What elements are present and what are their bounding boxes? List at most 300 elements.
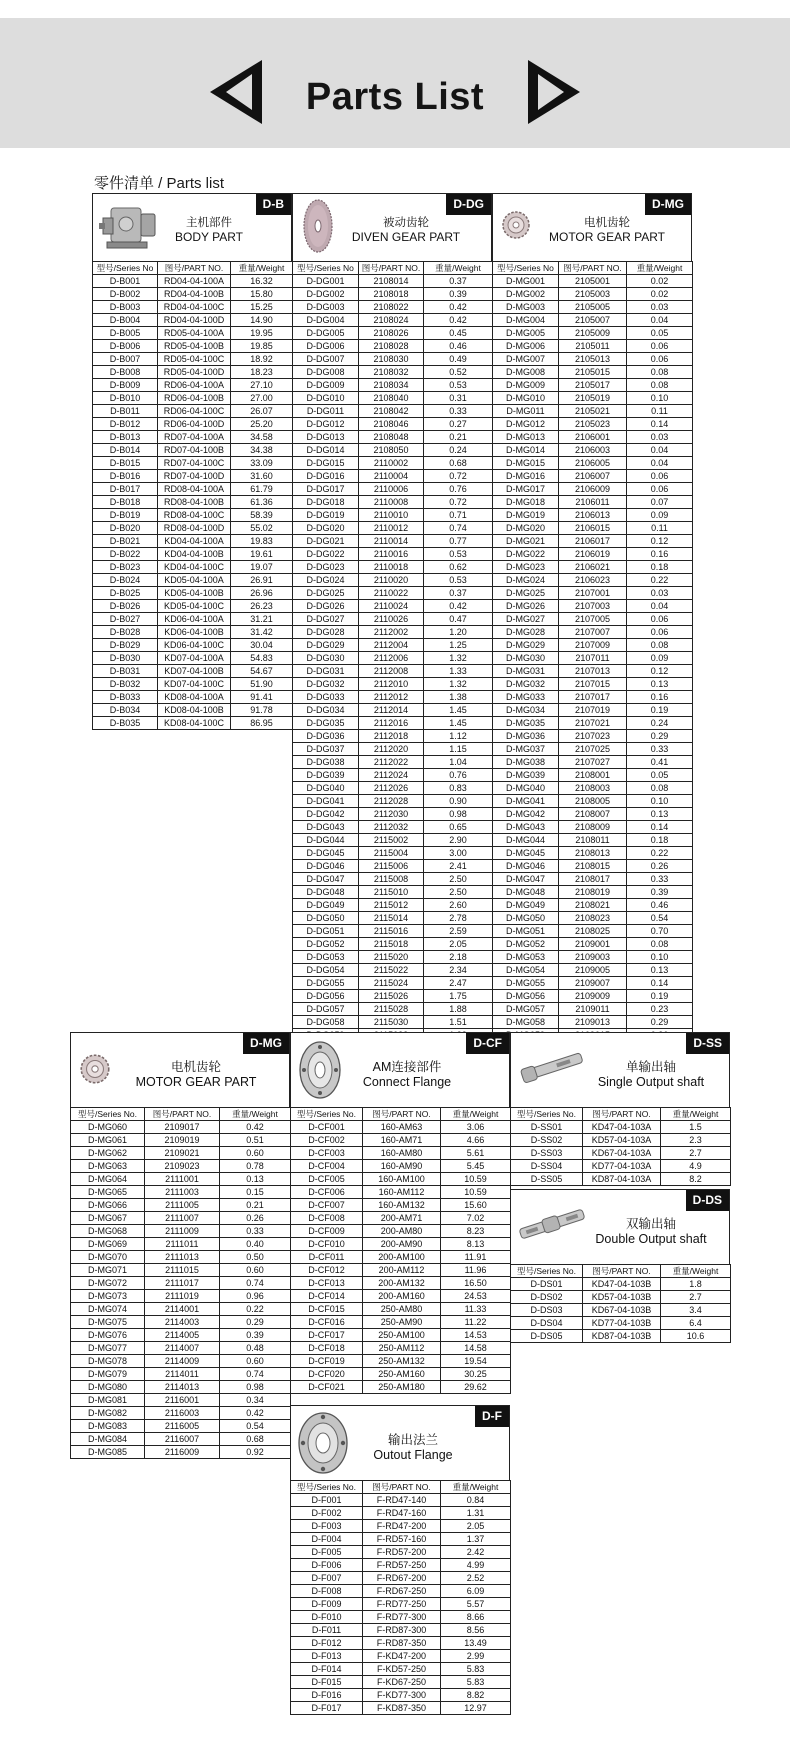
part-no-cell: 160-AM63: [363, 1121, 441, 1134]
weight-cell: 0.72: [424, 470, 493, 483]
part-no-cell: 2108011: [559, 834, 627, 847]
part-no-cell: F-RD57-160: [363, 1533, 441, 1546]
weight-cell: 1.12: [424, 730, 493, 743]
table-row: [493, 301, 693, 314]
weight-cell: 1.33: [424, 665, 493, 678]
table-row: [493, 509, 693, 522]
part-no-cell: 2112018: [359, 730, 424, 743]
col-part-no: 图号/PART NO.: [363, 1481, 441, 1494]
series-no-cell: D-CF001: [291, 1121, 363, 1134]
part-no-cell: 2106017: [559, 535, 627, 548]
table-row: [493, 379, 693, 392]
parts-table: [92, 261, 293, 730]
table-row: [71, 1407, 291, 1420]
weight-cell: 1.45: [424, 704, 493, 717]
table-row: [293, 483, 493, 496]
table-row: [93, 704, 293, 717]
part-no-cell: 2109019: [145, 1134, 220, 1147]
series-no-cell: D-F011: [291, 1624, 363, 1637]
part-no-cell: 2116001: [145, 1394, 220, 1407]
table-row: [511, 1134, 731, 1147]
weight-cell: 0.09: [627, 509, 693, 522]
weight-cell: 30.04: [231, 639, 293, 652]
triangle-left-icon[interactable]: [208, 58, 264, 126]
series-no-cell: D-B019: [93, 509, 158, 522]
col-part-no: 图号/PART NO.: [583, 1265, 661, 1278]
part-no-cell: KD47-04-103A: [583, 1121, 661, 1134]
weight-cell: 0.18: [627, 561, 693, 574]
part-no-cell: 2109017: [145, 1121, 220, 1134]
part-no-cell: 2108046: [359, 418, 424, 431]
series-no-cell: D-DG033: [293, 691, 359, 704]
series-no-cell: D-MG002: [493, 288, 559, 301]
part-no-cell: 2107027: [559, 756, 627, 769]
part-no-cell: 2107003: [559, 600, 627, 613]
table-row: [493, 1016, 693, 1029]
part-no-cell: F-RD87-350: [363, 1637, 441, 1650]
col-series: 型号/Series No.: [291, 1481, 363, 1494]
series-no-cell: D-DG005: [293, 327, 359, 340]
weight-cell: 16.50: [441, 1277, 511, 1290]
section-name-cn: 电机齿轮: [584, 217, 630, 229]
weight-cell: 0.60: [220, 1147, 291, 1160]
table-row: [293, 574, 493, 587]
table-row: [293, 535, 493, 548]
weight-cell: 0.21: [424, 431, 493, 444]
part-no-cell: 2114005: [145, 1329, 220, 1342]
weight-cell: 19.54: [441, 1355, 511, 1368]
series-no-cell: D-MG010: [493, 392, 559, 405]
table-row: [293, 834, 493, 847]
weight-cell: 0.24: [627, 717, 693, 730]
page-banner: [0, 18, 790, 148]
part-no-cell: 200-AM100: [363, 1251, 441, 1264]
part-no-cell: 2111015: [145, 1264, 220, 1277]
table-row: [291, 1702, 511, 1715]
section-header: [492, 193, 692, 261]
weight-cell: 1.32: [424, 678, 493, 691]
part-no-cell: 2109011: [559, 1003, 627, 1016]
series-no-cell: D-MG074: [71, 1303, 145, 1316]
series-no-cell: D-MG069: [71, 1238, 145, 1251]
table-row: [291, 1329, 511, 1342]
weight-cell: 0.50: [220, 1251, 291, 1264]
weight-cell: 19.07: [231, 561, 293, 574]
weight-cell: 0.19: [627, 990, 693, 1003]
weight-cell: 2.41: [424, 860, 493, 873]
part-no-cell: 2111001: [145, 1173, 220, 1186]
part-no-cell: KD07-04-100B: [158, 665, 231, 678]
weight-cell: 27.10: [231, 379, 293, 392]
series-no-cell: D-CF012: [291, 1264, 363, 1277]
series-no-cell: D-DG002: [293, 288, 359, 301]
series-no-cell: D-MG004: [493, 314, 559, 327]
part-no-cell: 2112010: [359, 678, 424, 691]
weight-cell: 0.39: [424, 288, 493, 301]
table-row: [293, 769, 493, 782]
table-row: [71, 1251, 291, 1264]
table-row: [291, 1624, 511, 1637]
part-no-cell: RD04-04-100C: [158, 301, 231, 314]
table-row: [293, 743, 493, 756]
col-part-no: 图号/PART NO.: [158, 262, 231, 275]
weight-cell: 0.53: [424, 574, 493, 587]
weight-cell: 19.83: [231, 535, 293, 548]
table-row: [93, 379, 293, 392]
driven-gear-icon: [299, 198, 337, 254]
table-row: [291, 1303, 511, 1316]
series-no-cell: D-DS01: [511, 1278, 583, 1291]
series-no-cell: D-MG066: [71, 1199, 145, 1212]
series-no-cell: D-MG046: [493, 860, 559, 873]
part-no-cell: KD04-04-100C: [158, 561, 231, 574]
series-no-cell: D-MG060: [71, 1121, 145, 1134]
part-no-cell: RD05-04-100B: [158, 340, 231, 353]
parts-table: [290, 1480, 511, 1715]
series-no-cell: D-B009: [93, 379, 158, 392]
series-no-cell: D-B012: [93, 418, 158, 431]
table-row: [293, 613, 493, 626]
table-row: [291, 1290, 511, 1303]
series-no-cell: D-B004: [93, 314, 158, 327]
series-no-cell: D-B034: [93, 704, 158, 717]
series-no-cell: D-MG058: [493, 1016, 559, 1029]
table-row: [493, 873, 693, 886]
series-no-cell: D-MG042: [493, 808, 559, 821]
weight-cell: 0.21: [220, 1199, 291, 1212]
part-no-cell: 2115028: [359, 1003, 424, 1016]
table-row: [493, 496, 693, 509]
series-no-cell: D-DG024: [293, 574, 359, 587]
table-row: [293, 847, 493, 860]
series-no-cell: D-MG024: [493, 574, 559, 587]
weight-cell: 26.96: [231, 587, 293, 600]
series-no-cell: D-MG015: [493, 457, 559, 470]
series-no-cell: D-MG005: [493, 327, 559, 340]
part-no-cell: KD06-04-100C: [158, 639, 231, 652]
parts-table: [492, 261, 693, 1042]
part-no-cell: 2112006: [359, 652, 424, 665]
series-no-cell: D-B022: [93, 548, 158, 561]
part-no-cell: 2106005: [559, 457, 627, 470]
table-row: [293, 652, 493, 665]
col-part-no: 图号/PART NO.: [363, 1108, 441, 1121]
part-no-cell: F-RD47-160: [363, 1507, 441, 1520]
series-no-cell: D-F004: [291, 1533, 363, 1546]
series-no-cell: D-B033: [93, 691, 158, 704]
series-no-cell: D-SS04: [511, 1160, 583, 1173]
part-no-cell: 2105023: [559, 418, 627, 431]
table-row: [293, 522, 493, 535]
part-no-cell: KD47-04-103B: [583, 1278, 661, 1291]
part-no-cell: 2106013: [559, 509, 627, 522]
part-no-cell: 2112004: [359, 639, 424, 652]
table-row: [293, 548, 493, 561]
series-no-cell: D-DG052: [293, 938, 359, 951]
series-no-cell: D-DG019: [293, 509, 359, 522]
weight-cell: 2.05: [441, 1520, 511, 1533]
table-row: [293, 600, 493, 613]
series-no-cell: D-DG041: [293, 795, 359, 808]
series-no-cell: D-DG011: [293, 405, 359, 418]
weight-cell: 25.20: [231, 418, 293, 431]
table-row: [93, 314, 293, 327]
part-no-cell: 2112028: [359, 795, 424, 808]
table-row: [291, 1238, 511, 1251]
table-row: [293, 379, 493, 392]
series-no-cell: D-MG062: [71, 1147, 145, 1160]
section-code-badge: D-CF: [466, 1033, 509, 1054]
weight-cell: 0.90: [424, 795, 493, 808]
part-no-cell: 2106023: [559, 574, 627, 587]
weight-cell: 0.74: [424, 522, 493, 535]
part-no-cell: 2108021: [559, 899, 627, 912]
series-no-cell: D-MG078: [71, 1355, 145, 1368]
part-no-cell: KD08-04-100C: [158, 717, 231, 730]
part-no-cell: 2108013: [559, 847, 627, 860]
triangle-right-icon[interactable]: [526, 58, 582, 126]
weight-cell: 5.83: [441, 1676, 511, 1689]
weight-cell: 0.26: [220, 1212, 291, 1225]
part-no-cell: 2108017: [559, 873, 627, 886]
part-no-cell: 2110022: [359, 587, 424, 600]
series-no-cell: D-DG027: [293, 613, 359, 626]
weight-cell: 0.04: [627, 600, 693, 613]
part-no-cell: F-RD57-250: [363, 1559, 441, 1572]
weight-cell: 19.61: [231, 548, 293, 561]
weight-cell: 31.60: [231, 470, 293, 483]
series-no-cell: D-MG022: [493, 548, 559, 561]
table-row: [93, 639, 293, 652]
part-no-cell: 2105007: [559, 314, 627, 327]
weight-cell: 0.48: [220, 1342, 291, 1355]
series-no-cell: D-MG030: [493, 652, 559, 665]
part-no-cell: 200-AM80: [363, 1225, 441, 1238]
series-no-cell: D-DG046: [293, 860, 359, 873]
part-no-cell: 2108019: [559, 886, 627, 899]
weight-cell: 11.91: [441, 1251, 511, 1264]
part-no-cell: 2106003: [559, 444, 627, 457]
series-no-cell: D-B014: [93, 444, 158, 457]
part-no-cell: 2107021: [559, 717, 627, 730]
table-row: [493, 665, 693, 678]
series-no-cell: D-DG009: [293, 379, 359, 392]
series-no-cell: D-MG063: [71, 1160, 145, 1173]
part-no-cell: 2114009: [145, 1355, 220, 1368]
part-no-cell: F-RD77-300: [363, 1611, 441, 1624]
series-no-cell: D-DG034: [293, 704, 359, 717]
series-no-cell: D-B025: [93, 587, 158, 600]
table-row: [493, 613, 693, 626]
series-no-cell: D-B003: [93, 301, 158, 314]
part-no-cell: 2112022: [359, 756, 424, 769]
table-row: [511, 1304, 731, 1317]
section-code-badge: D-MG: [645, 194, 691, 215]
table-row: [93, 587, 293, 600]
weight-cell: 0.31: [424, 392, 493, 405]
table-row: [493, 652, 693, 665]
table-row: [291, 1559, 511, 1572]
weight-cell: 0.08: [627, 366, 693, 379]
table-row: [93, 548, 293, 561]
series-no-cell: D-DG020: [293, 522, 359, 535]
part-no-cell: F-RD67-250: [363, 1585, 441, 1598]
part-no-cell: 2115012: [359, 899, 424, 912]
section-name-cn: 单输出轴: [625, 1060, 676, 1074]
part-no-cell: F-RD67-200: [363, 1572, 441, 1585]
table-row: [293, 353, 493, 366]
weight-cell: 33.09: [231, 457, 293, 470]
weight-cell: 2.7: [661, 1147, 731, 1160]
part-no-cell: 160-AM132: [363, 1199, 441, 1212]
part-no-cell: 2108014: [359, 275, 424, 288]
series-no-cell: D-DG004: [293, 314, 359, 327]
part-no-cell: 2116003: [145, 1407, 220, 1420]
table-row: [493, 990, 693, 1003]
table-row: [511, 1291, 731, 1304]
col-weight: 重量/Weight: [424, 262, 493, 275]
table-row: [291, 1277, 511, 1290]
weight-cell: 54.83: [231, 652, 293, 665]
series-no-cell: D-DG006: [293, 340, 359, 353]
weight-cell: 2.42: [441, 1546, 511, 1559]
series-no-cell: D-CF011: [291, 1251, 363, 1264]
series-no-cell: D-MG065: [71, 1186, 145, 1199]
part-no-cell: KD07-04-100A: [158, 652, 231, 665]
series-no-cell: D-MG068: [71, 1225, 145, 1238]
table-row: [93, 457, 293, 470]
table-row: [293, 587, 493, 600]
part-no-cell: RD07-04-100A: [158, 431, 231, 444]
weight-cell: 13.49: [441, 1637, 511, 1650]
table-row: [293, 795, 493, 808]
series-no-cell: D-MG053: [493, 951, 559, 964]
part-no-cell: 2110020: [359, 574, 424, 587]
part-no-cell: 2114007: [145, 1342, 220, 1355]
part-no-cell: 160-AM90: [363, 1160, 441, 1173]
part-no-cell: 2115006: [359, 860, 424, 873]
part-no-cell: 2108018: [359, 288, 424, 301]
table-row: [493, 743, 693, 756]
weight-cell: 0.42: [220, 1407, 291, 1420]
series-no-cell: D-CF015: [291, 1303, 363, 1316]
series-no-cell: D-MG016: [493, 470, 559, 483]
table-row: [493, 834, 693, 847]
part-no-cell: 2115014: [359, 912, 424, 925]
part-no-cell: 2112030: [359, 808, 424, 821]
part-no-cell: 2107023: [559, 730, 627, 743]
series-no-cell: D-DG056: [293, 990, 359, 1003]
series-no-cell: D-DG044: [293, 834, 359, 847]
part-no-cell: 2108034: [359, 379, 424, 392]
part-no-cell: 2105015: [559, 366, 627, 379]
weight-cell: 86.95: [231, 717, 293, 730]
col-series: 型号/Series No.: [511, 1108, 583, 1121]
weight-cell: 0.07: [627, 496, 693, 509]
weight-cell: 0.39: [220, 1329, 291, 1342]
part-no-cell: 2107001: [559, 587, 627, 600]
series-no-cell: D-MG017: [493, 483, 559, 496]
col-weight: 重量/Weight: [220, 1108, 291, 1121]
table-row: [291, 1676, 511, 1689]
weight-cell: 3.06: [441, 1121, 511, 1134]
weight-cell: 8.66: [441, 1611, 511, 1624]
series-no-cell: D-DG045: [293, 847, 359, 860]
section-name-en: BODY PART: [174, 230, 244, 244]
table-row: [293, 314, 493, 327]
weight-cell: 14.53: [441, 1329, 511, 1342]
weight-cell: 0.22: [627, 847, 693, 860]
series-no-cell: D-MG003: [493, 301, 559, 314]
section-header: [290, 1032, 510, 1107]
table-row: [293, 717, 493, 730]
weight-cell: 0.70: [627, 925, 693, 938]
weight-cell: 0.84: [441, 1494, 511, 1507]
part-no-cell: KD57-04-103A: [583, 1134, 661, 1147]
weight-cell: 3.4: [661, 1304, 731, 1317]
weight-cell: 0.42: [220, 1121, 291, 1134]
series-no-cell: D-DS03: [511, 1304, 583, 1317]
series-no-cell: D-DG057: [293, 1003, 359, 1016]
weight-cell: 1.32: [424, 652, 493, 665]
section-code-badge: D-F: [475, 1406, 509, 1427]
weight-cell: 19.95: [231, 327, 293, 340]
table-row: [291, 1650, 511, 1663]
table-row: [291, 1520, 511, 1533]
part-no-cell: 160-AM80: [363, 1147, 441, 1160]
part-no-cell: 2115026: [359, 990, 424, 1003]
table-row: [291, 1689, 511, 1702]
table-row: [93, 301, 293, 314]
page-title: Parts List: [305, 76, 485, 118]
part-no-cell: 2105009: [559, 327, 627, 340]
table-row: [93, 418, 293, 431]
weight-cell: 0.96: [220, 1290, 291, 1303]
part-no-cell: 2105013: [559, 353, 627, 366]
part-no-cell: 2110024: [359, 600, 424, 613]
series-no-cell: D-DG042: [293, 808, 359, 821]
series-no-cell: D-CF014: [291, 1290, 363, 1303]
series-no-cell: D-MG035: [493, 717, 559, 730]
table-row: [291, 1533, 511, 1546]
weight-cell: 0.04: [627, 457, 693, 470]
weight-cell: 26.23: [231, 600, 293, 613]
series-no-cell: D-MG045: [493, 847, 559, 860]
part-no-cell: 2109009: [559, 990, 627, 1003]
section-name-en: Single Output shaft: [597, 1075, 705, 1089]
table-row: [291, 1212, 511, 1225]
series-no-cell: D-B011: [93, 405, 158, 418]
series-no-cell: D-MG032: [493, 678, 559, 691]
weight-cell: 1.45: [424, 717, 493, 730]
part-no-cell: 2115004: [359, 847, 424, 860]
table-row: [71, 1212, 291, 1225]
col-series: 型号/Series No: [493, 262, 559, 275]
table-row: [493, 860, 693, 873]
series-no-cell: D-F002: [291, 1507, 363, 1520]
series-no-cell: D-DG001: [293, 275, 359, 288]
weight-cell: 54.67: [231, 665, 293, 678]
part-no-cell: KD08-04-100A: [158, 691, 231, 704]
parts-table: [292, 261, 493, 1042]
part-no-cell: 2108005: [559, 795, 627, 808]
weight-cell: 15.25: [231, 301, 293, 314]
col-series: 型号/Series No: [93, 262, 158, 275]
part-no-cell: KD05-04-100B: [158, 587, 231, 600]
part-no-cell: 2112014: [359, 704, 424, 717]
weight-cell: 2.7: [661, 1291, 731, 1304]
part-no-cell: 2111003: [145, 1186, 220, 1199]
